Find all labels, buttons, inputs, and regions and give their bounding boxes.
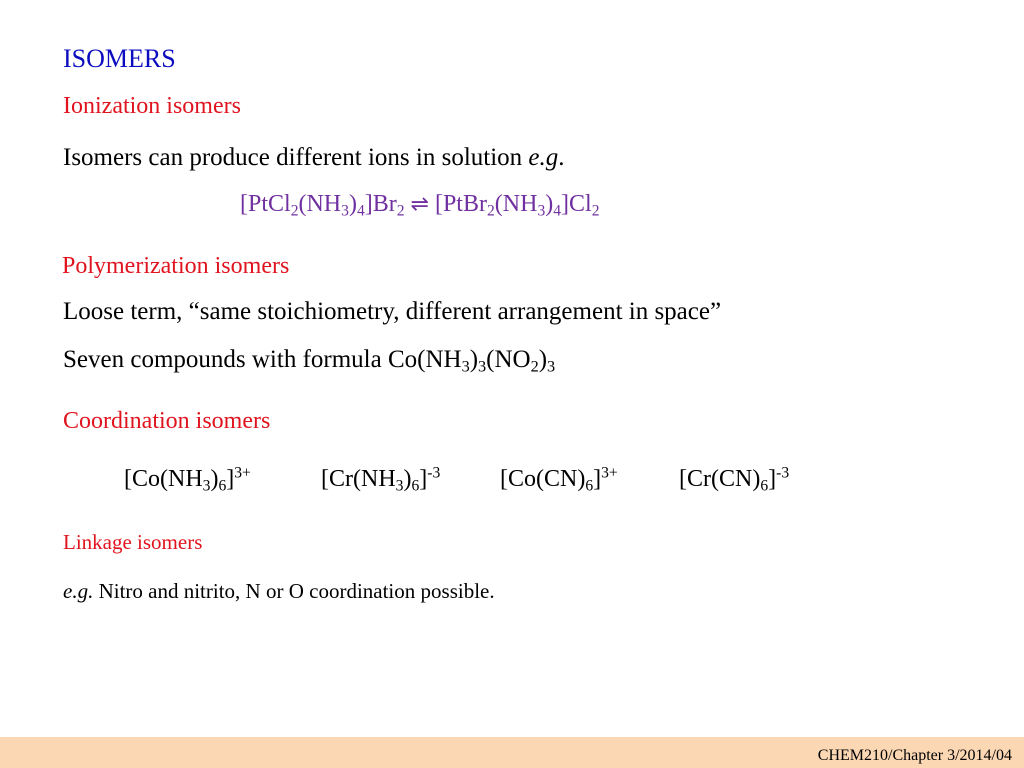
ionization-equation: $[PtCl_2(NH_3)_4]Br_2$ ⇌ $[PtBr_2(NH_3)_4]Cl_2$	[240, 191, 600, 220]
polymerization-line-2: Seven compounds with formula $Co(NH_3)_3(NO_2)_3$	[63, 346, 556, 376]
equilibrium-arrow-icon: ⇌	[410, 192, 429, 217]
footer-bar	[0, 737, 1024, 768]
linkage-description: e.g. Nitro and nitrito, N or O coordination possible.	[63, 579, 495, 603]
coordination-heading: Coordination isomers	[63, 408, 271, 434]
coordination-formula-4: $[Cr(CN)_6]^{-3}$	[679, 464, 790, 495]
ionization-description: Isomers can produce different ions in solution e.g.	[63, 144, 565, 171]
slide-title: ISOMERS	[63, 44, 176, 73]
footer-text: CHEM210/Chapter 3/2014/04	[817, 747, 1012, 764]
coordination-formula-1: $[Co(NH_3)_6]^{3+}$	[124, 464, 251, 495]
ionization-heading: Ionization isomers	[63, 93, 241, 119]
polymerization-line-1: Loose term, “same stoichiometry, different arrangement in space”	[63, 298, 722, 325]
linkage-heading: Linkage isomers	[63, 530, 203, 554]
coordination-formula-2: $[Cr(NH_3)_6]^{-3}$	[321, 464, 441, 495]
coordination-formula-3: $[Co(CN)_6]^{3+}$	[500, 464, 618, 495]
polymerization-heading: Polymerization isomers	[62, 253, 290, 279]
